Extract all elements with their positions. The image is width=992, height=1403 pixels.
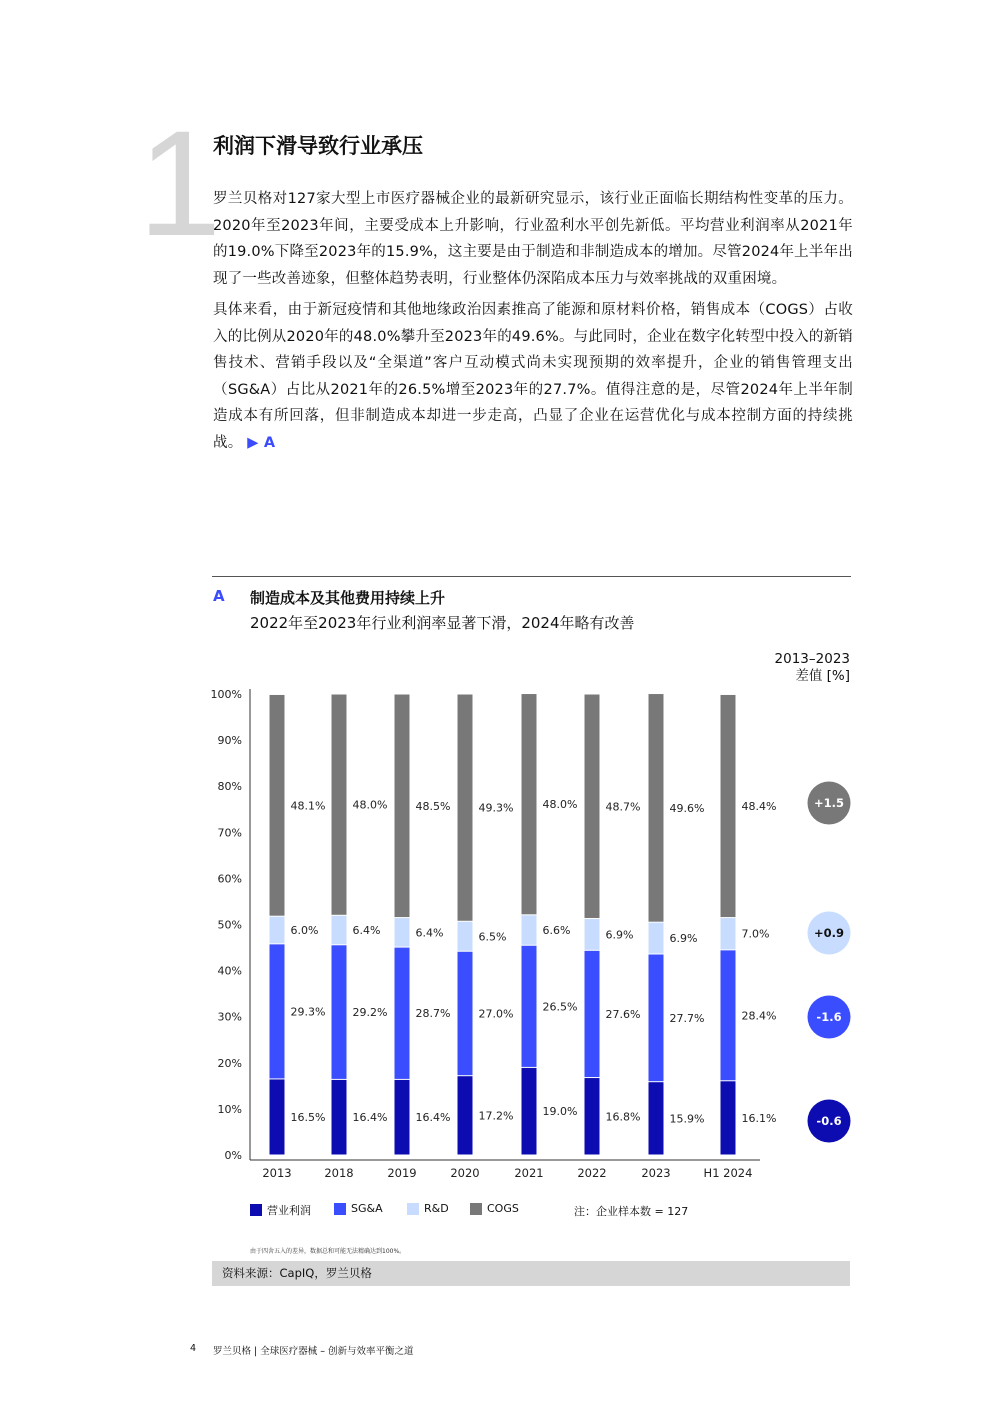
bar-segment <box>649 1082 664 1154</box>
footnote: 由于四舍五入的差异，数据总和可能无法精确达到100%。 <box>250 1248 406 1255</box>
legend-label: 营业利润 <box>267 1204 311 1217</box>
bar-segment <box>395 695 410 918</box>
bar-segment <box>458 952 473 1075</box>
data-label: 15.9% <box>669 1112 705 1126</box>
bar-segment <box>395 918 410 947</box>
data-label: 48.0% <box>352 798 388 812</box>
bar-segment <box>585 1078 600 1154</box>
legend-item-cogs <box>470 1202 519 1215</box>
bar-segment <box>522 1068 537 1155</box>
legend-label: COGS <box>487 1202 519 1215</box>
bar-segment <box>332 945 347 1079</box>
source-bar: 资料来源：CapIQ，罗兰贝格 <box>212 1261 850 1286</box>
x-tick-label: 2018 <box>324 1166 354 1180</box>
data-label: 6.5% <box>478 930 507 944</box>
bar-segment <box>395 1080 410 1155</box>
y-tick-label: 20% <box>217 1056 242 1070</box>
y-tick-label: 100% <box>210 688 242 701</box>
data-label: 49.6% <box>669 801 705 815</box>
bar-segment <box>332 916 347 945</box>
legend-item-sga <box>334 1202 383 1215</box>
data-label: 27.0% <box>478 1007 514 1021</box>
bar-segment <box>522 915 537 944</box>
data-label: 16.4% <box>352 1111 388 1125</box>
bar-segment <box>721 1081 736 1154</box>
data-label: 27.6% <box>605 1007 641 1021</box>
legend-swatch <box>470 1203 482 1215</box>
diff-header-unit: 差值 [%] <box>795 668 850 684</box>
bar-segment <box>721 695 736 917</box>
bar-segment <box>721 918 736 949</box>
sample-note: 注：企业样本数 = 127 <box>574 1205 689 1218</box>
data-label: 19.0% <box>542 1105 578 1119</box>
data-label: 6.4% <box>415 926 444 940</box>
y-tick-label: 70% <box>217 826 242 840</box>
bar-segment <box>270 917 285 944</box>
chart-label: A <box>213 587 225 605</box>
bar-segment <box>585 695 600 919</box>
data-label: 16.1% <box>741 1111 777 1125</box>
y-tick-label: 90% <box>217 734 242 748</box>
paragraph-1: 罗兰贝格对127家大型上市医疗器械企业的最新研究显示，该行业正面临长期结构性变革的压力。2020年至2023年间，主要受成本上升影响，行业盈利水平创先新低。平均营业利润率从2021年的19.0%下降至2023年的15.9%，这主要是由于制造和非制造成本的增加。尽管2024年上半年出现了一些改善迹象，但整体趋势表明，行业整体仍深陷成本压力与效率挑战的双重困境。 <box>213 191 853 287</box>
y-tick-label: 10% <box>217 1102 242 1116</box>
bar-segment <box>649 694 664 922</box>
x-tick-label: 2013 <box>262 1166 292 1180</box>
data-label: 26.5% <box>542 1000 578 1014</box>
chart-subtitle: 2022年至2023年行业利润率显著下滑，2024年略有改善 <box>250 614 635 632</box>
data-label: 6.4% <box>352 924 381 938</box>
data-label: 48.1% <box>290 799 326 813</box>
bar-segment <box>395 948 410 1079</box>
bar-segment <box>458 695 473 921</box>
y-tick-label: 50% <box>217 918 242 932</box>
data-label: 28.4% <box>741 1009 777 1023</box>
y-tick-label: 30% <box>217 1010 242 1024</box>
x-tick-label: H1 2024 <box>703 1166 753 1180</box>
bar-segment <box>332 1080 347 1155</box>
bar-segment <box>270 695 285 916</box>
bar-segment <box>649 955 664 1082</box>
data-label: 28.7% <box>415 1007 451 1021</box>
bar-segment <box>332 695 347 915</box>
legend-item-operating-profit <box>250 1202 311 1218</box>
y-tick-label: 60% <box>217 872 242 886</box>
bar-segment <box>649 923 664 954</box>
legend-swatch <box>334 1203 346 1215</box>
data-label: 27.7% <box>669 1011 705 1025</box>
data-label: 49.3% <box>478 801 514 815</box>
data-label: 48.0% <box>542 798 578 812</box>
paragraph-2-text: 具体来看，由于新冠疫情和其他地缘政治因素推高了能源和原材料价格，销售成本（COGS）占收入的比例从2020年的48.0%攀升至2023年的49.6%。与此同时，企业在数字化转型中投入的新销售技术、营销手段以及“全渠道”客户互动模式尚未实现预期的效率提升，企业的销售管理支出（SG&A）占比从2021年的26.5%增至2023年的27.7%。值得注意的是，尽管2024年上半年制造成本有所回落，但非制造成本却进一步走高，凸显了企业在运营优化与成本控制方面的持续挑战。 <box>213 302 853 451</box>
x-tick-label: 2023 <box>641 1166 671 1180</box>
data-label: 6.0% <box>290 924 319 938</box>
data-label: 6.9% <box>605 928 634 942</box>
legend-item-rd <box>407 1202 449 1215</box>
section-title: 利润下滑导致行业承压 <box>213 134 423 158</box>
data-label: 16.4% <box>415 1111 451 1125</box>
bar-segment <box>522 694 537 914</box>
diff-value: +0.9 <box>813 926 845 940</box>
data-label: 7.0% <box>741 927 770 941</box>
data-label: 48.5% <box>415 799 451 813</box>
x-tick-label: 2022 <box>577 1166 607 1180</box>
data-label: 29.3% <box>290 1005 326 1019</box>
bar-segment <box>585 919 600 950</box>
page-number: 4 <box>190 1343 197 1354</box>
bar-segment <box>721 950 736 1080</box>
data-label: 48.7% <box>605 800 641 814</box>
legend-label: SG&A <box>351 1202 383 1215</box>
footer-text: 罗兰贝格 | 全球医疗器械 – 创新与效率平衡之道 <box>213 1346 414 1357</box>
bar-segment <box>458 1076 473 1154</box>
legend-label: R&D <box>424 1202 449 1215</box>
bar-segment <box>585 951 600 1077</box>
data-label: 48.4% <box>741 800 777 814</box>
bar-segment <box>458 922 473 951</box>
bar-segment <box>522 946 537 1067</box>
diff-header-period: 2013–2023 <box>774 651 850 667</box>
data-label: 16.8% <box>605 1110 641 1124</box>
diff-value: -1.6 <box>816 1010 842 1024</box>
y-tick-label: 80% <box>217 780 242 794</box>
chart-reference-link[interactable]: ▶ A <box>247 434 276 451</box>
diff-value: +1.5 <box>813 796 845 810</box>
section-number: 1 <box>138 99 222 267</box>
chart-title: 制造成本及其他费用持续上升 <box>250 589 446 607</box>
x-tick-label: 2020 <box>450 1166 480 1180</box>
data-label: 17.2% <box>478 1109 514 1123</box>
legend-swatch <box>250 1204 262 1216</box>
bar-segment <box>270 1079 285 1154</box>
legend-swatch <box>407 1203 419 1215</box>
data-label: 29.2% <box>352 1006 388 1020</box>
y-tick-label: 40% <box>217 964 242 978</box>
diff-value: -0.6 <box>816 1114 842 1128</box>
bar-segment <box>270 944 285 1078</box>
data-label: 6.6% <box>542 924 571 938</box>
data-label: 16.5% <box>290 1110 326 1124</box>
x-tick-label: 2021 <box>514 1166 544 1180</box>
x-tick-label: 2019 <box>387 1166 417 1180</box>
data-label: 6.9% <box>669 932 698 946</box>
y-tick-label: 0% <box>224 1149 242 1162</box>
